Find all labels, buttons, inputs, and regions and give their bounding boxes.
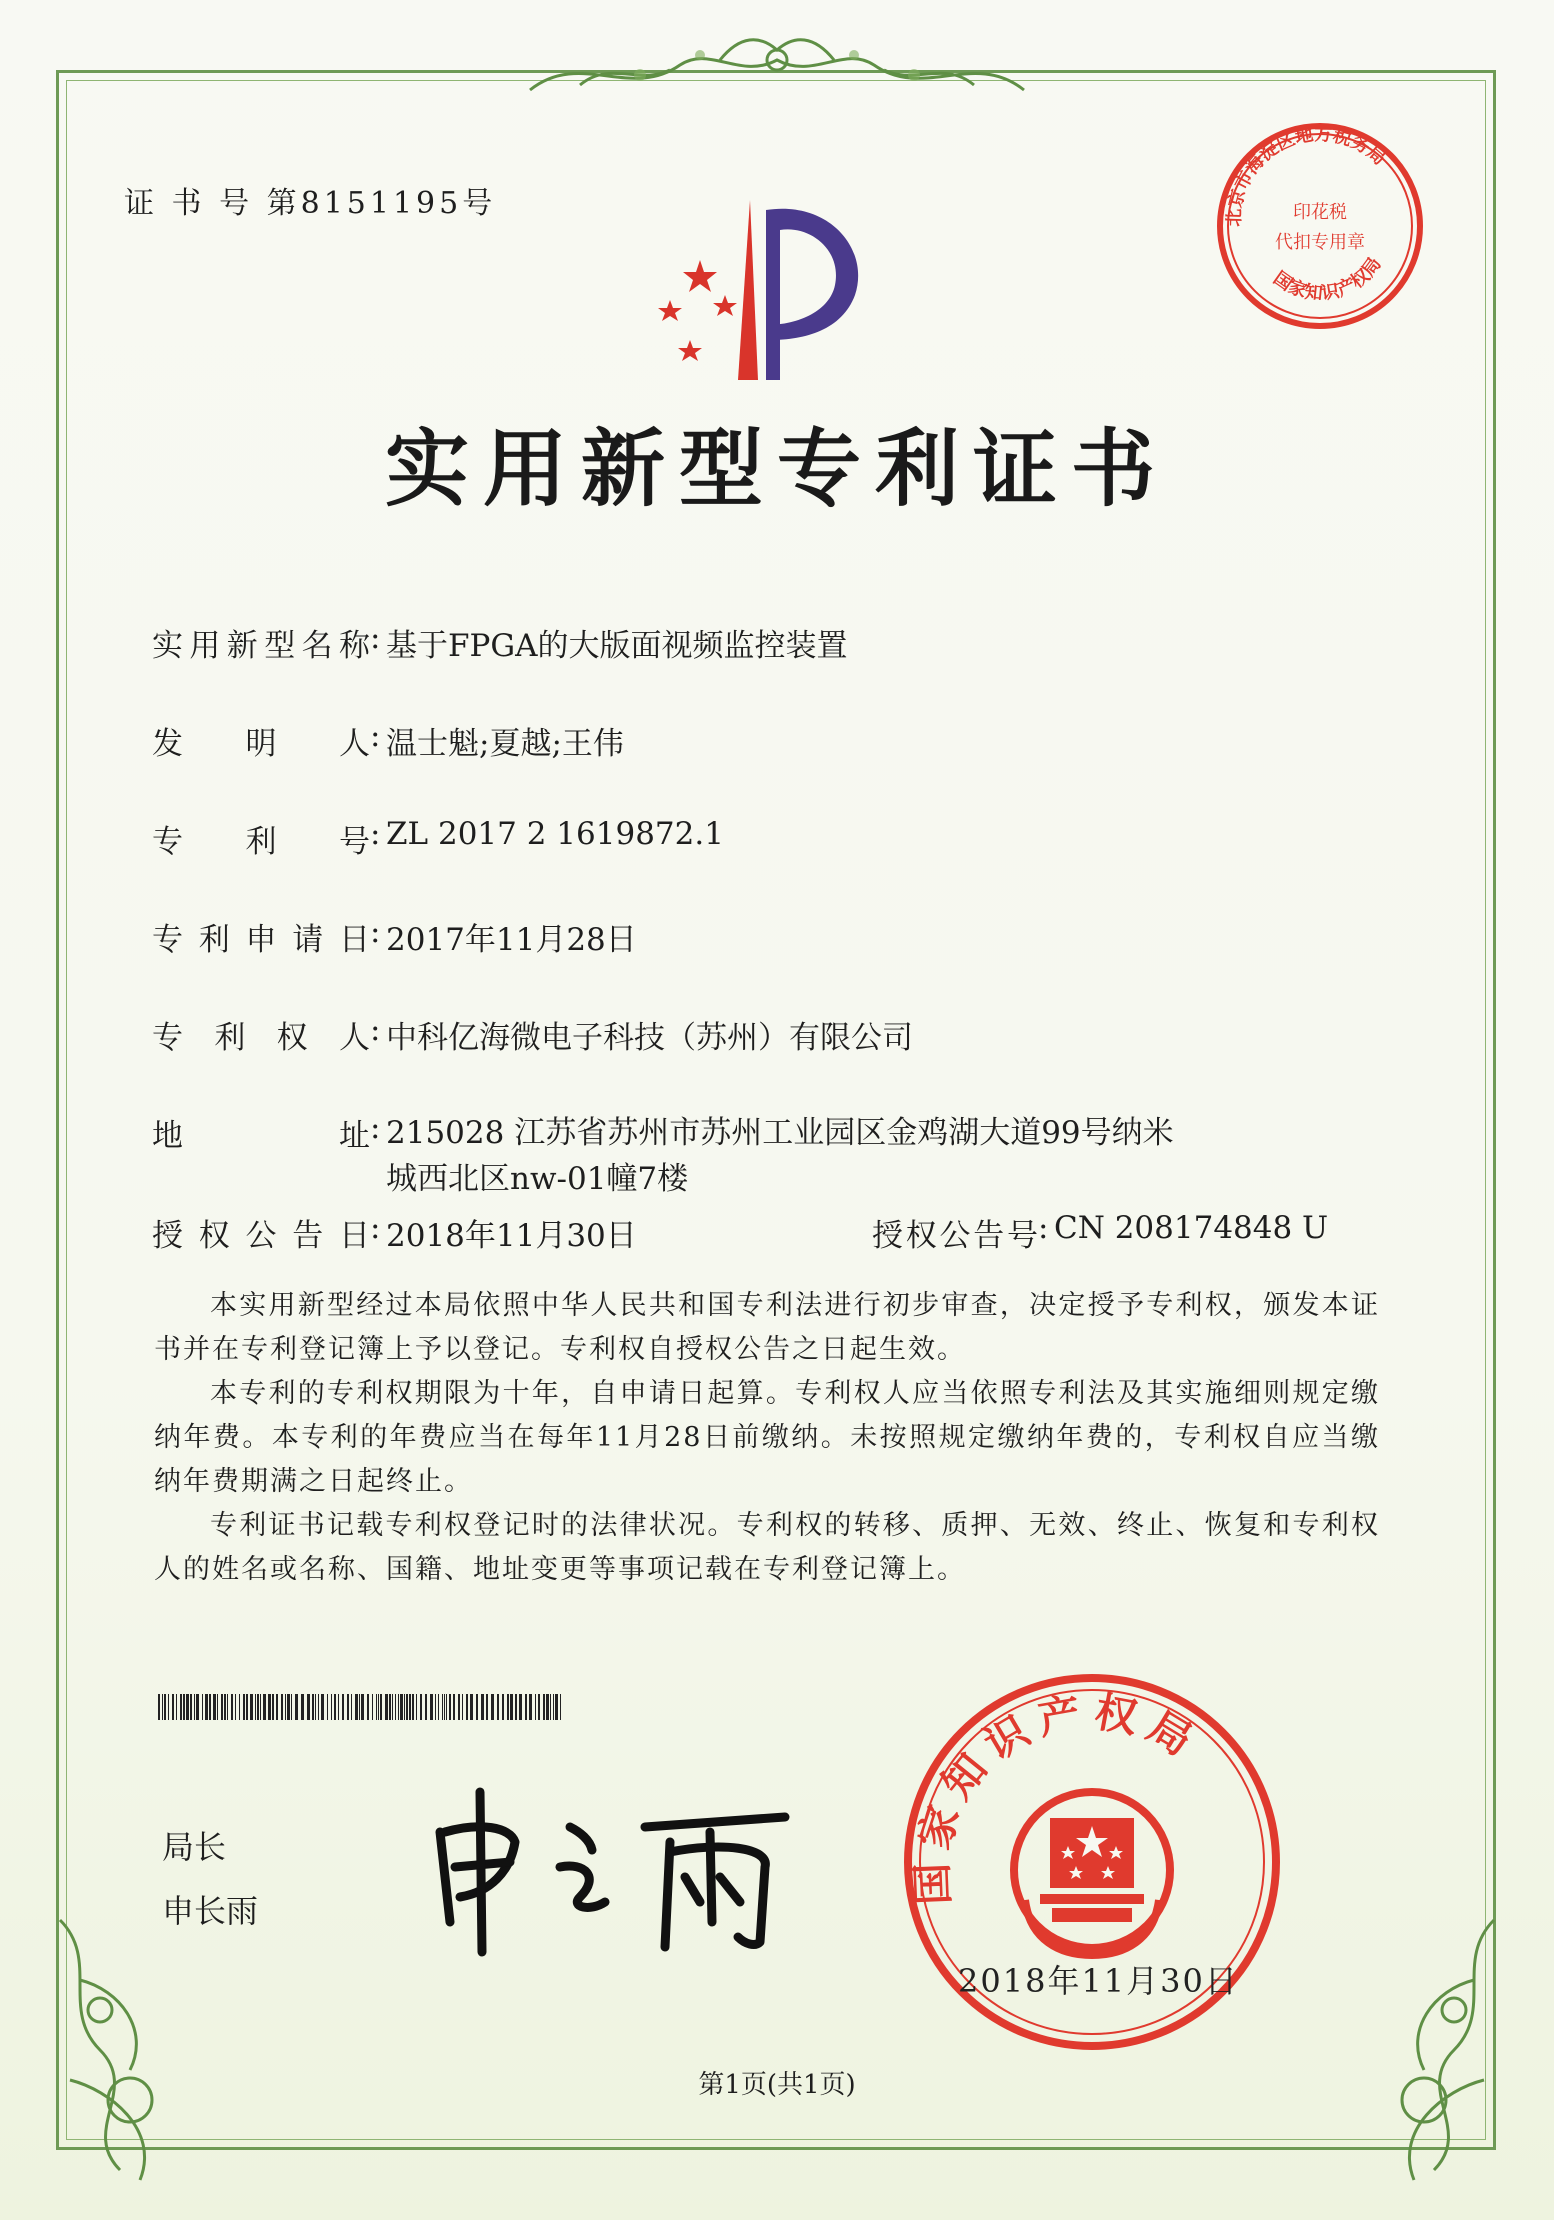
field-label: 专利号 — [152, 824, 370, 860]
field-address: 地址 : 215028 江苏省苏州市苏州工业园区金鸡湖大道99号纳米 城西北区nw-01幢7楼 — [152, 1110, 1174, 1202]
corner-ornament-right-icon — [1314, 1900, 1514, 2200]
certificate-number: 证 书 号 第8151195号 — [124, 186, 497, 221]
director-title: 局长 — [162, 1828, 227, 1866]
field-value: 中科亿海微电子科技（苏州）有限公司 — [386, 1020, 913, 1056]
body-paragraph: 本实用新型经过本局依照中华人民共和国专利法进行初步审查，决定授予专利权，颁发本证书并在专利登记簿上予以登记。专利权自授权公告之日起生效。 — [154, 1290, 1380, 1365]
body-paragraph: 本专利的专利权期限为十年，自申请日起算。专利权人应当依照专利法及其实施细则规定缴纳年费。本专利的年费应当在每年11月28日前缴纳。未按照规定缴纳年费的，专利权自应当缴纳年费期满之日起终止。 — [154, 1378, 1380, 1497]
field-value: 基于FPGA的大版面视频监控装置 — [386, 628, 848, 664]
field-label: 发明人 — [152, 726, 370, 762]
field-value: 2017年11月28日 — [386, 922, 637, 958]
field-grant-number: 授权公告号 : CN 208174848 U — [872, 1210, 1329, 1254]
director-signature-icon — [420, 1772, 800, 1962]
tax-seal-line-2: 代扣专用章 — [1275, 232, 1365, 253]
field-value: 215028 江苏省苏州市苏州工业园区金鸡湖大道99号纳米 城西北区nw-01幢7楼 — [386, 1115, 1174, 1197]
field-label: 授权公告号 — [872, 1218, 1038, 1254]
field-value: ZL 2017 2 1619872.1 — [386, 816, 724, 852]
top-ornament-icon — [520, 30, 1034, 110]
svg-text:国家知识产权局 — [1269, 254, 1385, 305]
field-value: 2018年11月30日 — [386, 1218, 637, 1254]
tax-seal-bottom-text: 国家知识产权局 — [1269, 253, 1386, 305]
field-value: 温士魁;夏越;王伟 — [386, 726, 624, 762]
field-label: 专利申请日 — [152, 922, 370, 958]
cnipa-emblem-icon — [630, 190, 890, 390]
tax-seal-line-1: 印花税 — [1293, 202, 1347, 223]
body-paragraph: 专利证书记载专利权登记时的法律状况。专利权的转移、质押、无效、终止、恢复和专利权人的姓名或名称、国籍、地址变更等事项记载在专利登记簿上。 — [154, 1510, 1380, 1585]
barcode-icon — [158, 1694, 564, 1720]
tax-seal-stamp-icon — [1212, 118, 1428, 334]
certificate-body — [154, 1284, 1380, 1592]
field-label: 授权公告日 — [152, 1218, 370, 1254]
field-patentee: 专利权人 : 中科亿海微电子科技（苏州）有限公司 — [152, 1012, 913, 1056]
field-label: 地址 — [152, 1118, 370, 1154]
director-name: 申长雨 — [162, 1892, 259, 1930]
field-patent-number: 专利号 : ZL 2017 2 1619872.1 — [152, 816, 724, 860]
document-title: 实用新型专利证书 — [384, 419, 1169, 518]
field-application-date: 专利申请日 : 2017年11月28日 — [152, 914, 637, 958]
field-utility-model-name: 实用新型名称 : 基于FPGA的大版面视频监控装置 — [152, 620, 848, 664]
field-grant-date: 授权公告日 : 2018年11月30日 — [152, 1210, 637, 1254]
tax-seal-outer-text: 北京市海淀区地方税务局 — [1223, 123, 1390, 227]
field-label: 专利权人 — [152, 1020, 370, 1056]
field-value: CN 208174848 U — [1054, 1210, 1329, 1246]
field-label: 实用新型名称 — [152, 628, 370, 664]
seal-text: 国家知识产权局 — [907, 1686, 1210, 1906]
seal-date: 2018年11月30日 — [958, 1962, 1239, 2000]
corner-ornament-left-icon — [40, 1900, 240, 2200]
field-inventor: 发明人 : 温士魁;夏越;王伟 — [152, 718, 624, 762]
page-number: 第1页(共1页) — [698, 2070, 856, 2100]
